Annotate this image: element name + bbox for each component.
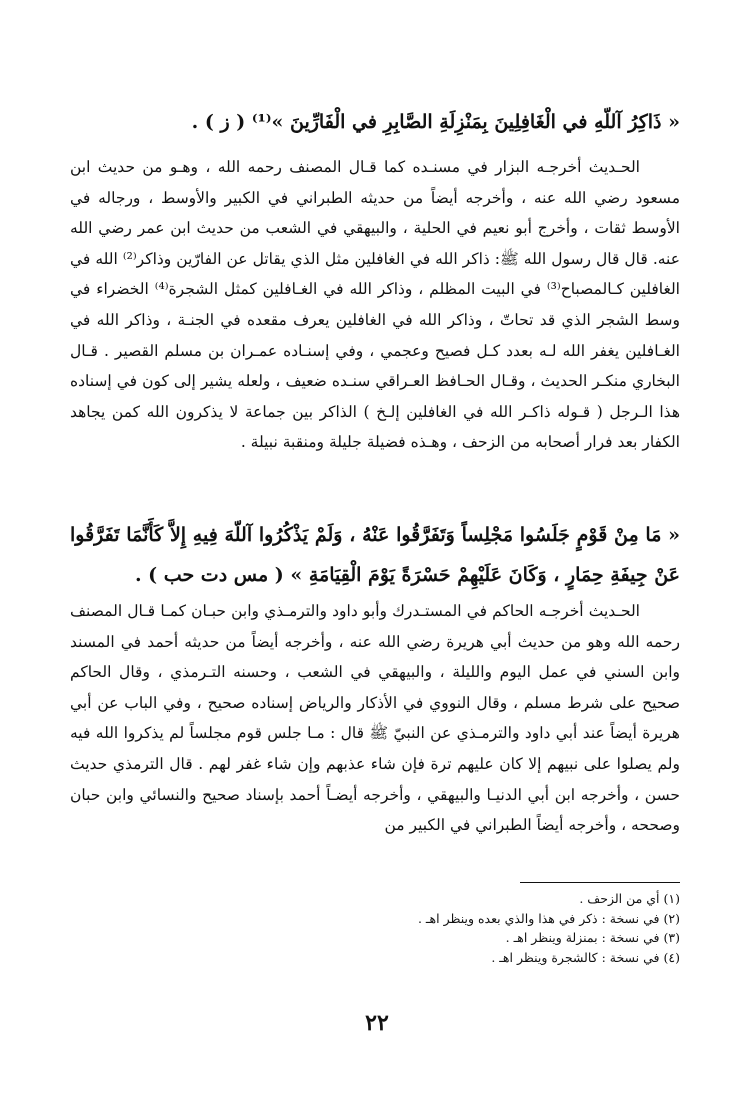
footnotes-list — [260, 889, 680, 967]
footnote-item: (٣) في نسخة : بمنزلة وينظر اهـ . — [505, 930, 680, 946]
footnote-item: (٤) في نسخة : كالشجرة وينظر اهـ . — [491, 949, 680, 965]
hadith-heading-2: « مَا مِنْ قَوْمٍ جَلَسُوا مَجْلِساً وَتَفَرَّقُوا عَنْهُ ، وَلَمْ يَذْكُرُوا آللّهَ فِيهِ إِلاَّ كَأَنَّمَا تَفَرَّقُوا عَنْ جِيفَةِ حِمَارٍ ، وَكَانَ عَلَيْهِمْ حَسْرَةً يَوْمَ الْقِيَامَةِ » ( مس دت حب ) . — [70, 524, 680, 586]
commentary-text-1: الحـديث أخرجـه البزار في مسنـده كما قـال المصنف رحمه الله ، وهـو من حديث ابن مسعود رضي الله عنه ، وأخرجه أيضاً من حديثه الطبراني في الكبير والأوسط ، ورجاله في الأوسط ثقات ، وأخرج أبو نعيم في الحلية ، والبيهقي في الشعب من حديث ابن عمر رضي الله عنه. قال قال رسول الله ﷺ: ذاكر الله في الغافلين مثل الذي يقاتل عن الفارّين وذاكر⁽²⁾ الله في الغافلين كـالمصباح⁽³⁾ في البيت المظلم ، وذاكر الله في الغـافلين كمثل الشجرة⁽⁴⁾ الخضراء في وسط الشجر الذي قد تحاتّ ، وذاكر الله في الغافلين يعرف مقعده في الجنـة ، وذاكر الله في الغـافلين يغفر الله لـه بعدد كـل فصيح وعجمي ، وفي إسنـاده عمـران بن مسلم القصير . قـال البخاري منكـر الحديث ، وقـال الحـافظ العـراقي سنـده ضعيف ، ولعله يشير إلى كون في إسناده هذا الـرجل ( قـوله ذاكـر الله في الغافلين إلـخ ) الذاكر بين جماعة لا يذكرون الله كمن يجاهد الكفار بعد فرار أصحابه من الزحف ، وهـذه فضيلة جليلة ومنقبة نبيلة . — [70, 158, 680, 452]
footnote-item: (٢) في نسخة : ذكر في هذا والذي بعده وينظر اهـ . — [417, 910, 680, 926]
page-number: ٢٢ — [365, 1010, 389, 1036]
footnote-item: (١) أي من الزحف . — [579, 891, 680, 906]
footnote-separator — [520, 882, 680, 883]
commentary-paragraph-1 — [70, 152, 680, 458]
hadith-heading-1: « ذَاكِرُ آللّهِ في الْغَافِلِينَ بِمَنْزِلَةِ الصَّابِرِ في الْفَارِّينَ »⁽¹⁾ ( ز ) . — [191, 111, 680, 133]
commentary-paragraph-2 — [70, 596, 680, 841]
commentary-text-2: الحـديث أخرجـه الحاكم في المستـدرك وأبو داود والترمـذي وابن حبـان كمـا قـال المصنف رحمه الله وهو من حديث أبي هريرة رضي الله عنه ، وأخرجه أيضاً من حديثه أحمد في المسند وابن السني في عمل اليوم والليلة ، والبيهقي في الشعب ، وحسنه التـرمذي ، وقال الحاكم صحيح على شرط مسلم ، وقال النووي في الأذكار والرياض إسناده صحيح ، وفي الباب عن أبي هريرة أيضاً عند أبي داود والترمـذي عن النبيّ ﷺ قال : مـا جلس قوم مجلساً لم يذكروا الله فيه ولم يصلوا على نبيهم إلا كان عليهم ترة فإن شاء عذبهم وإن شاء غفر لهم . قال الترمذي حديث حسن ، وأخرجه ابن أبي الدنيـا والبيهقي ، وأخرجه أيضـاً أحمد بإسناد صحيح والنسائي وابن حبان وصححه ، وأخرجه أيضاً الطبراني في الكبير من — [70, 602, 680, 835]
